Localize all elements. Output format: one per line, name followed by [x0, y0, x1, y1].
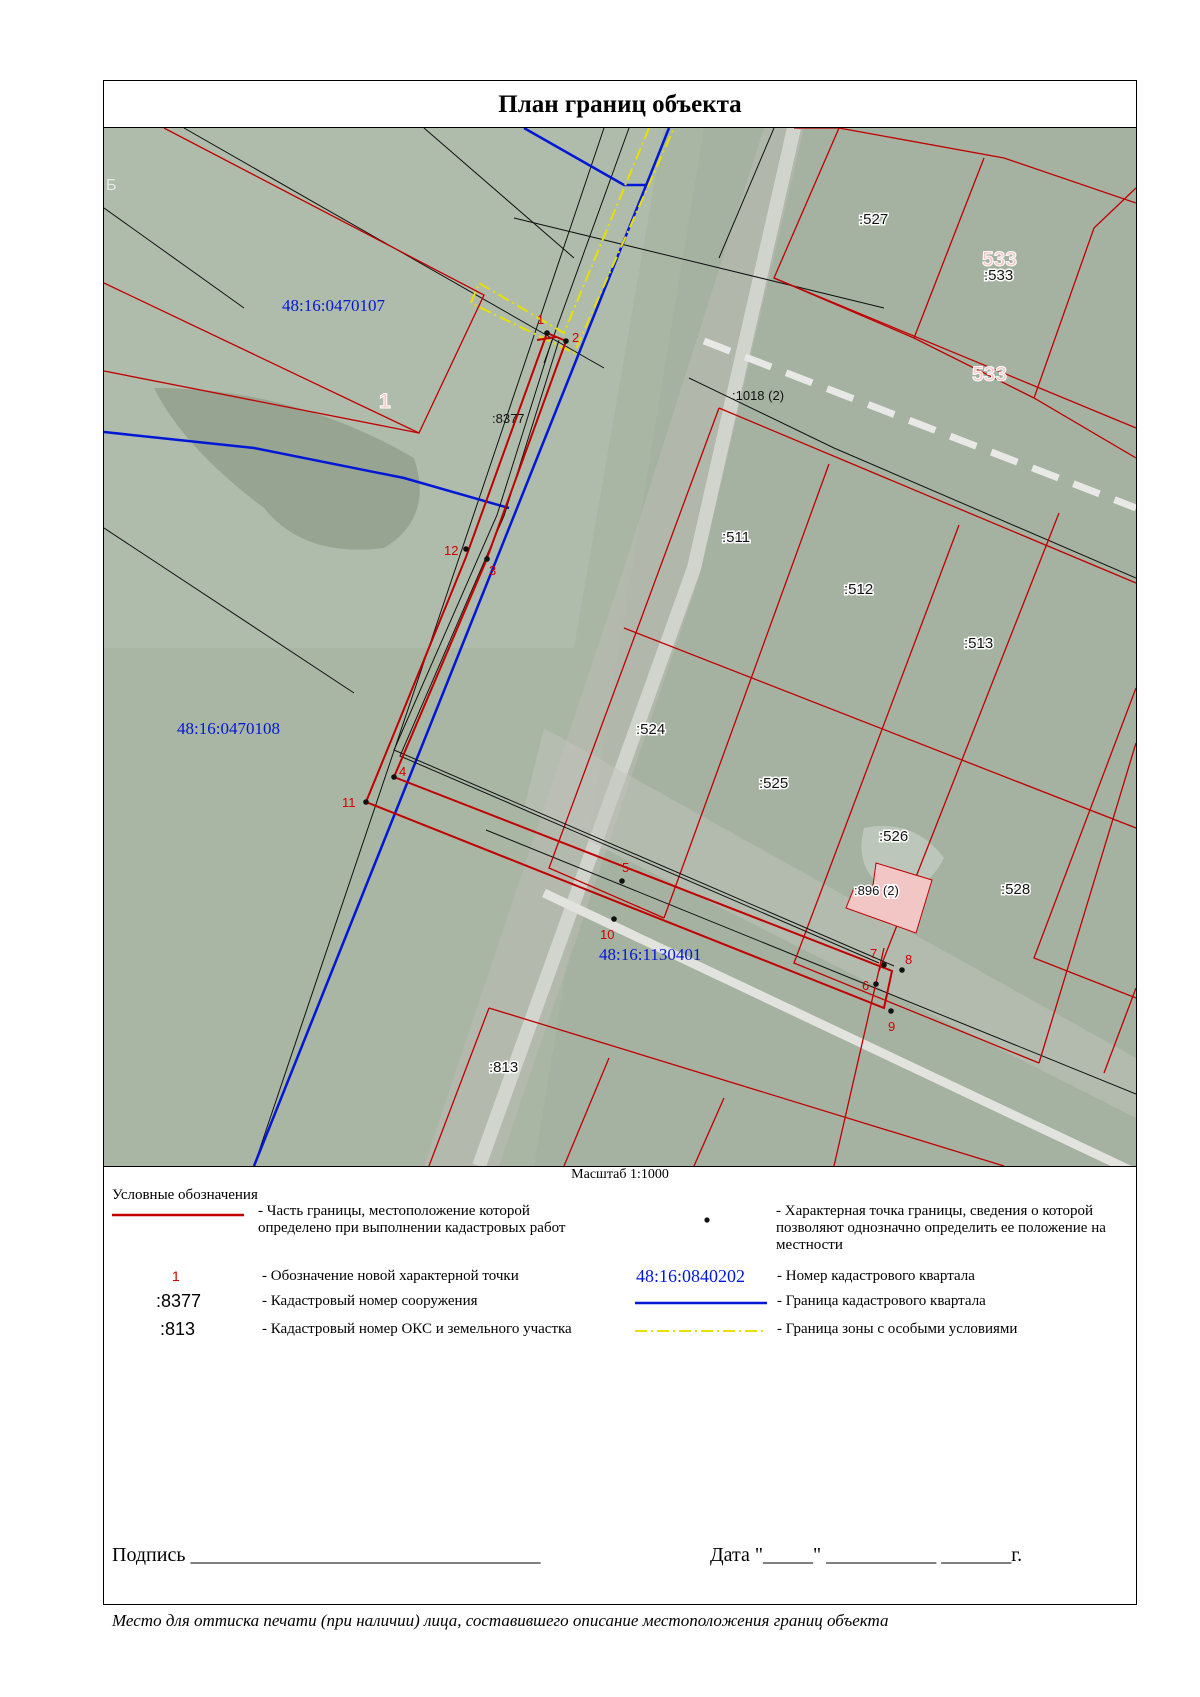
point-11: 11 [342, 795, 356, 810]
legend-title: Условные обозначения [112, 1187, 258, 1203]
parcel-label-527: :527 [859, 211, 889, 228]
parcel-label-528: :528 [1001, 881, 1031, 898]
point-10: 10 [600, 927, 615, 942]
legend-dot-symbol [703, 1216, 711, 1224]
overlay-533-bottom: 533 [972, 363, 1008, 386]
legend-dot-text: - Характерная точка границы, сведения о которой позволяют однозначно определить ее положение на местности [776, 1203, 1106, 1253]
date-field[interactable]: Дата "_____" ___________ _______г. [710, 1544, 1023, 1566]
legend-new-point-sample: 1 [172, 1268, 180, 1284]
point-9: 9 [888, 1019, 896, 1034]
point-1-dot [544, 330, 550, 336]
signature-field[interactable]: Подпись ___________________________________ [112, 1544, 541, 1566]
legend-quarter-border-symbol [635, 1300, 767, 1306]
legend-quarter-sample: 48:16:0840202 [636, 1266, 746, 1286]
quarter-label-0470107: 48:16:0470107 [282, 296, 385, 315]
plan-title: План границ объекта [104, 81, 1136, 128]
point-9-dot [888, 1008, 894, 1014]
point-2-dot [563, 338, 569, 344]
legend-oks-text: - Кадастровый номер ОКС и земельного участка [262, 1321, 572, 1337]
point-6-dot [873, 981, 879, 987]
point-12: 12 [444, 543, 459, 558]
point-4-dot [391, 774, 397, 780]
overlay-533-top: 533 [982, 248, 1018, 271]
legend-structure-text: - Кадастровый номер сооружения [262, 1293, 478, 1309]
point-8: 8 [905, 952, 913, 967]
quarter-label-1130401: 48:16:1130401 [599, 945, 702, 964]
point-11-dot [363, 799, 369, 805]
point-10-dot [611, 916, 617, 922]
legend-red-line-text: - Часть границы, местоположение которой определено при выполнении кадастровых работ [258, 1203, 566, 1236]
map-scale: Масштаб 1:1000 [571, 1167, 669, 1182]
structure-label-8377: :8377 [492, 411, 525, 426]
parcel-label-511: :511 [722, 529, 751, 546]
parcel-label-896: :896 (2) [854, 883, 899, 898]
parcel-label-512: :512 [844, 581, 874, 598]
map-area [104, 128, 1136, 1167]
point-8-dot [899, 967, 905, 973]
legend-oks-sample: :813 [160, 1319, 196, 1339]
point-3-dot [484, 556, 490, 562]
parcel-label-524: :524 [636, 721, 666, 738]
point-3: 3 [489, 563, 497, 578]
parcel-label-525: :525 [759, 775, 789, 792]
point-7-dot [881, 962, 887, 968]
legend-new-point-text: - Обозначение новой характерной точки [262, 1268, 519, 1284]
point-5: 5 [622, 860, 630, 875]
legend-zone-symbol [635, 1328, 767, 1334]
parcel-label-813: :813 [489, 1059, 519, 1076]
point-5-dot [619, 878, 625, 884]
stamp-place-note: Место для оттиска печати (при наличии) лица, составившего описание местоположения границ объекта [112, 1611, 889, 1630]
legend-quarter-text: - Номер кадастрового квартала [777, 1268, 975, 1284]
point-4: 4 [399, 764, 407, 779]
legend-red-line-symbol [112, 1212, 244, 1218]
overlay-1: 1 [379, 390, 391, 413]
point-12-dot [463, 546, 469, 552]
point-6: 6 [862, 978, 870, 993]
point-2: 2 [572, 330, 580, 345]
parcel-label-533: :533 [984, 267, 1014, 284]
map-canvas [104, 128, 1136, 1166]
plan-sheet [103, 80, 1137, 1630]
parcel-label-526: :526 [879, 828, 909, 845]
legend-zone-text: - Граница зоны с особыми условиями [777, 1321, 1018, 1337]
faint-map-letter: Б [106, 177, 117, 194]
point-7: 7 [870, 946, 878, 961]
point-1: 1 [537, 312, 545, 327]
legend-structure-sample: :8377 [156, 1291, 202, 1311]
legend-quarter-border-text: - Граница кадастрового квартала [777, 1293, 986, 1309]
quarter-label-0470108: 48:16:0470108 [177, 719, 280, 738]
parcel-label-513: :513 [964, 635, 994, 652]
easement-label-1018: :1018 (2) [732, 388, 785, 403]
